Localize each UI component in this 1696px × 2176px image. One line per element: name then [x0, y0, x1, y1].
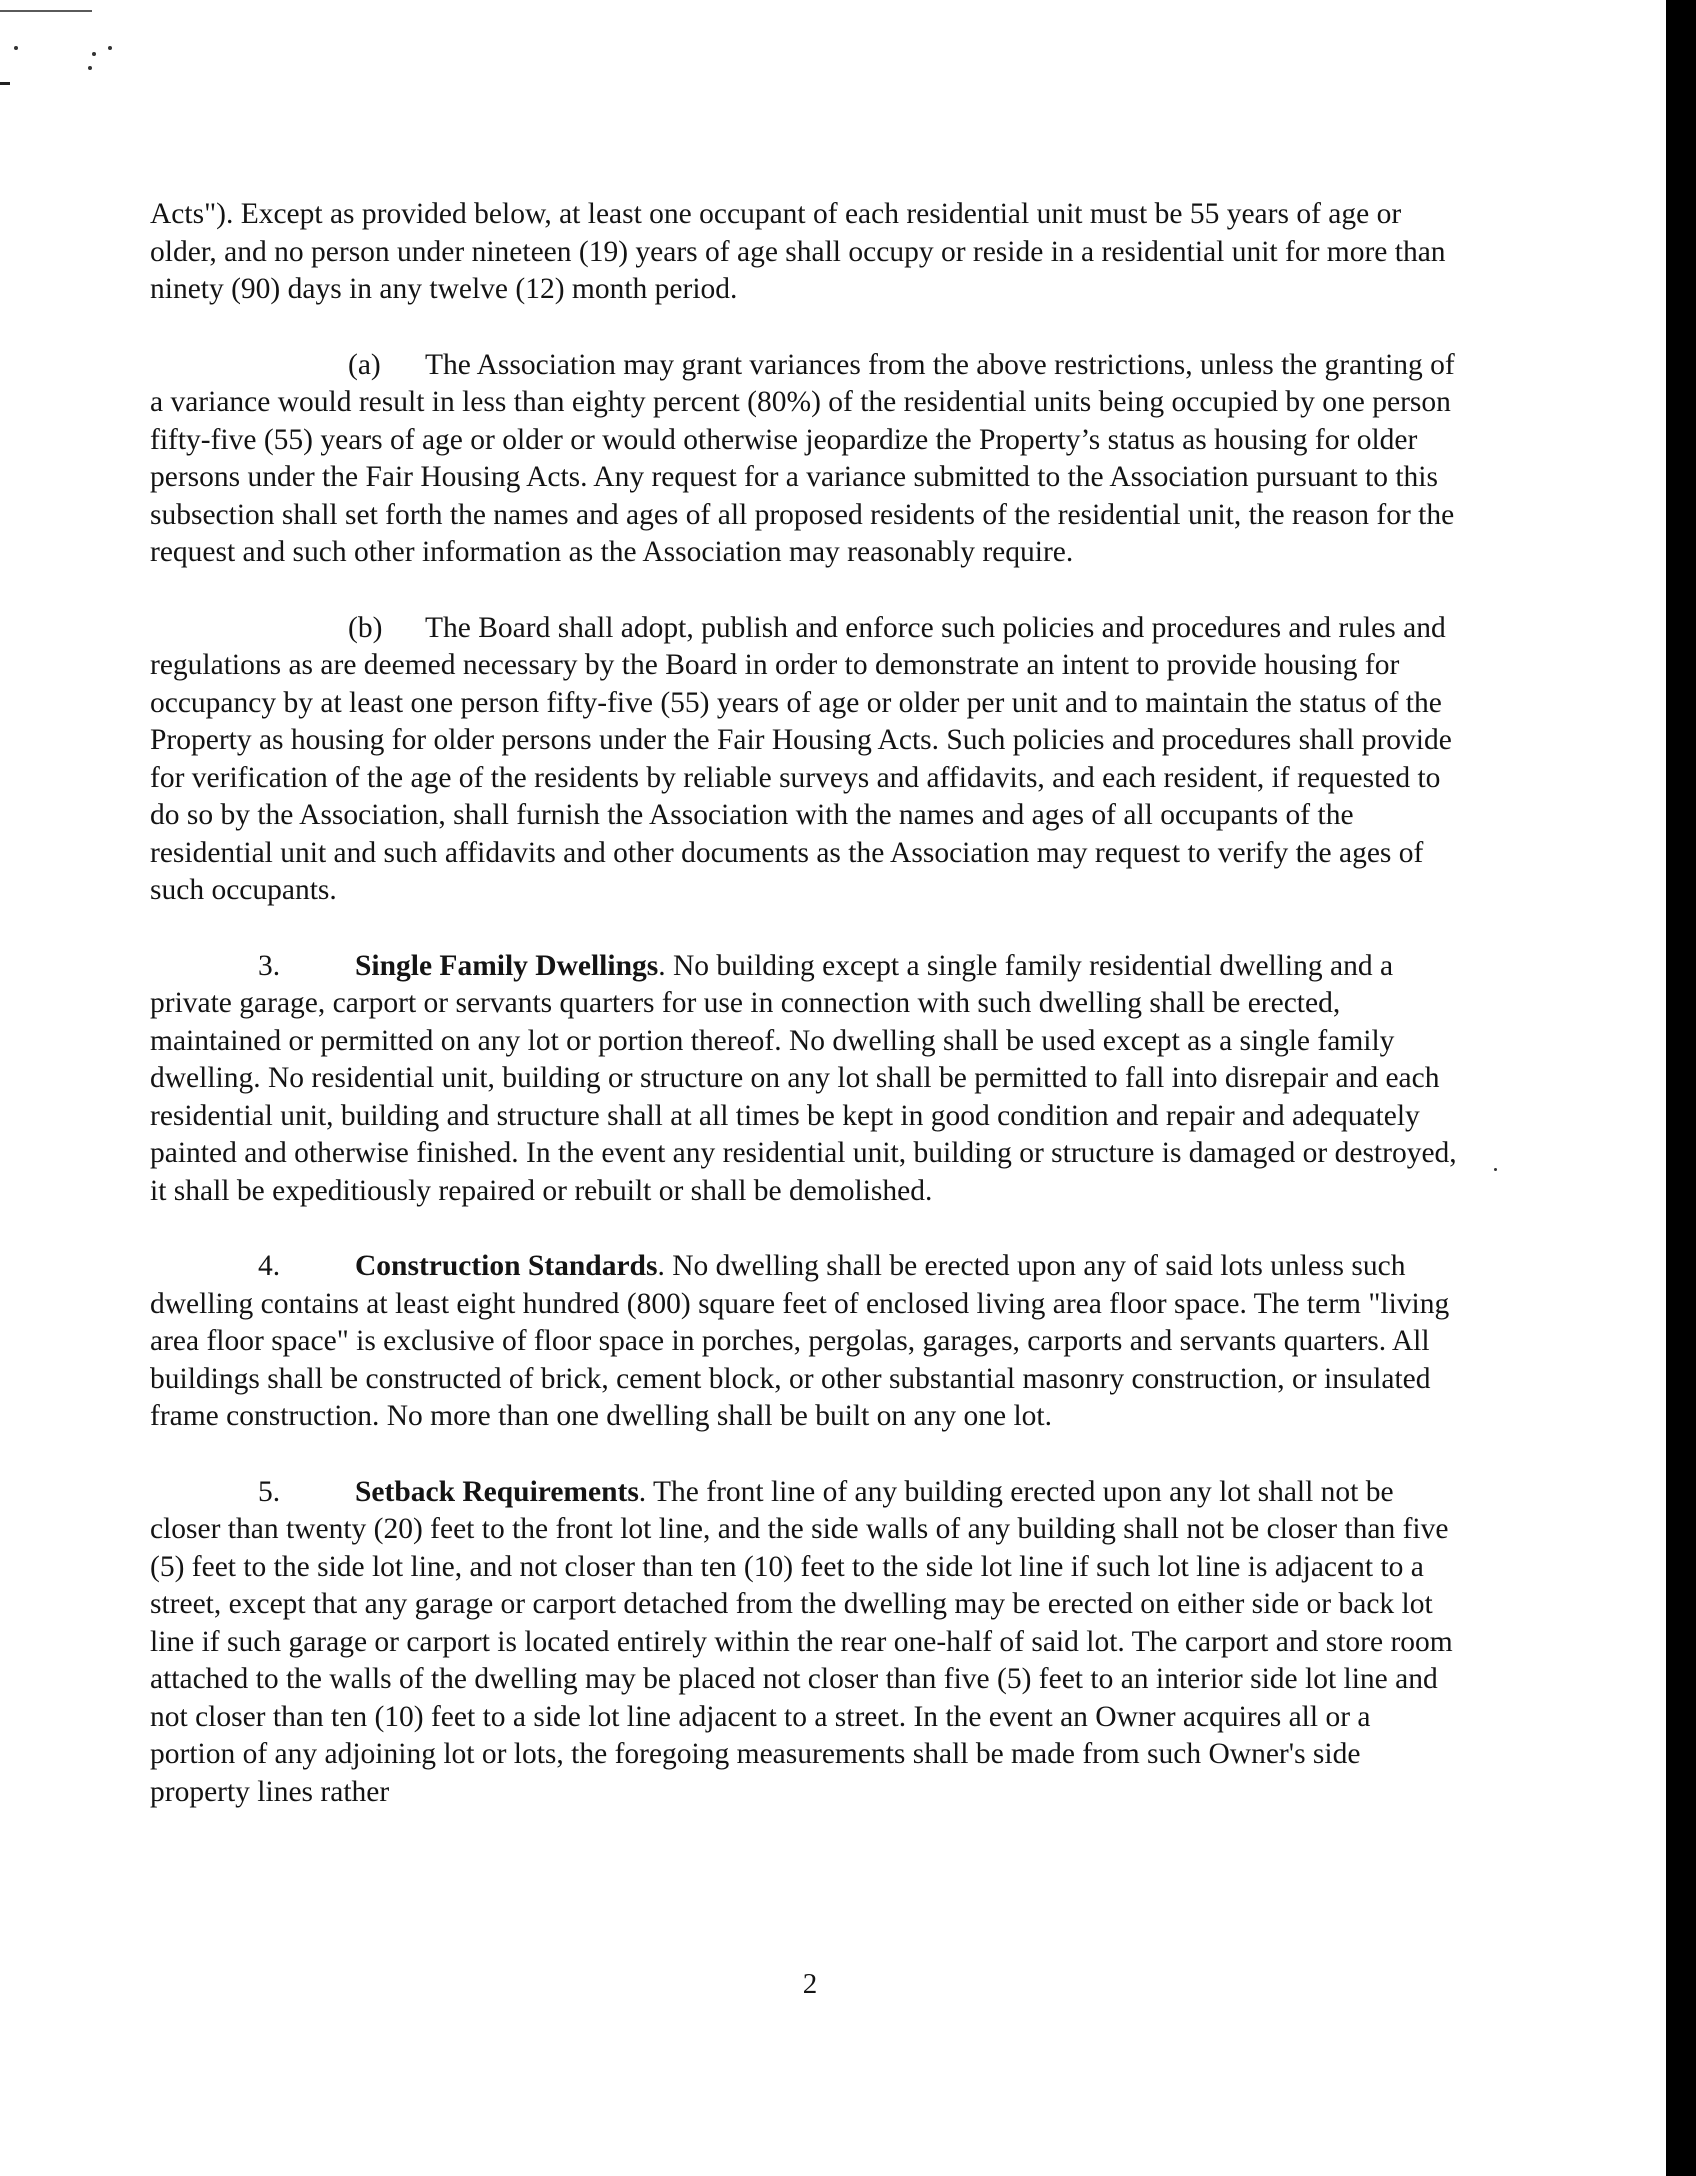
section-number: 3.: [258, 949, 281, 982]
paragraph-text: The Board shall adopt, publish and enforce such policies and procedures and rules and regulations as are deemed necessary by the Board in order to demonstrate an intent to provide housing for occupancy by at least one person fifty-five (55) years of age or older per unit and to maintain the status of the Property as housing for older persons under the Fair Housing Acts. Such policies and procedures shall provide for verification of the age of the residents by reliable surveys and affidavits, and each resident, if requested to do so by the Association, shall furnish the Association with the names and ages of all occupants of the residential unit and such affidavits and other documents as the Association may request to verify the ages of such occupants.: [150, 611, 1452, 906]
paragraph-text: The Association may grant variances from the above restrictions, unless the granting of a variance would result in less than eighty percent (80%) of the residential units being occupied by one person fifty-five (55) years of age or older or would otherwise jeopardize the Property’s status as housing for older persons under the Fair Housing Acts. Any request for a variance submitted to the Association pursuant to this subsection shall set forth the names and ages of all proposed residents of the residential unit, the reason for the request and such other information as the Association may reasonably require.: [150, 348, 1455, 568]
document-body: [150, 196, 1460, 1811]
paragraph-text: Acts"). Except as provided below, at least one occupant of each residential unit must be 55 years of age or older, and no person under nineteen (19) years of age shall occupy or reside in a residential unit for more than ninety (90) days in any twelve (12) month period.: [150, 198, 1446, 305]
section-heading: Setback Requirements: [355, 1475, 639, 1508]
paragraph-text: . No dwelling shall be erected upon any of said lots unless such dwelling contains at least eight hundred (800) square feet of enclosed living area floor space. The term "living area floor space" is exclusive of floor space in porches, pergolas, garages, carports and servants quarters. All buildings shall be constructed of brick, cement block, or other substantial masonry construction, or insulated frame construction. No more than one dwelling shall be built on any one lot.: [150, 1250, 1450, 1432]
scan-artifact-dash: [0, 82, 10, 85]
section-number: 5.: [258, 1475, 281, 1508]
subsection-a: [150, 347, 1460, 572]
section-4: [150, 1248, 1460, 1436]
scan-speck: [92, 52, 96, 56]
paragraph-text: . The front line of any building erected upon any lot shall not be closer than twenty (20) feet to the front lot line, and the side walls of any building shall not be closer than five (5) feet to the side lot line, and not closer than ten (10) feet to the side lot line if such lot line is adjacent to a street, except that any garage or carport detached from the dwelling may be erected on either side or back lot line if such garage or carport is located entirely within the rear one-half of said lot. The carport and store room attached to the walls of the dwelling may be placed not closer than five (5) feet to an interior side lot line and not closer than ten (10) feet to a side lot line adjacent to a street. In the event an Owner acquires all or a portion of any adjoining lot or lots, the foregoing measurements shall be made from such Owner's side property lines rather: [150, 1475, 1453, 1808]
page-number: 2: [802, 1968, 818, 2000]
scan-speck: [1494, 1168, 1497, 1171]
subsection-marker: (a): [348, 348, 381, 381]
section-5: [150, 1474, 1460, 1812]
section-heading: Construction Standards: [355, 1250, 658, 1282]
scan-dark-edge: [1666, 0, 1696, 2176]
section-3: [150, 948, 1460, 1211]
scan-speck: [14, 46, 18, 50]
subsection-b: [150, 610, 1460, 910]
scan-artifact-rule: [0, 10, 92, 12]
paragraph-intro: [150, 196, 1460, 309]
paragraph-text: . No building except a single family residential dwelling and a private garage, carport or servants quarters for use in connection with such dwelling shall be erected, maintained or permitted on any lot or portion thereof. No dwelling shall be used except as a single family dwelling. No residential unit, building or structure on any lot shall be permitted to fall into disrepair and each residential unit, building and structure shall at all times be kept in good condition and repair and adequately painted and otherwise finished. In the event any residential unit, building or structure is damaged or destroyed, it shall be expeditiously repaired or rebuilt or shall be demolished.: [150, 949, 1457, 1207]
section-number: 4.: [258, 1250, 281, 1282]
subsection-marker: (b): [348, 611, 383, 644]
scan-speck: [88, 66, 92, 70]
scan-speck: [108, 46, 112, 50]
section-heading: Single Family Dwellings: [355, 949, 659, 982]
